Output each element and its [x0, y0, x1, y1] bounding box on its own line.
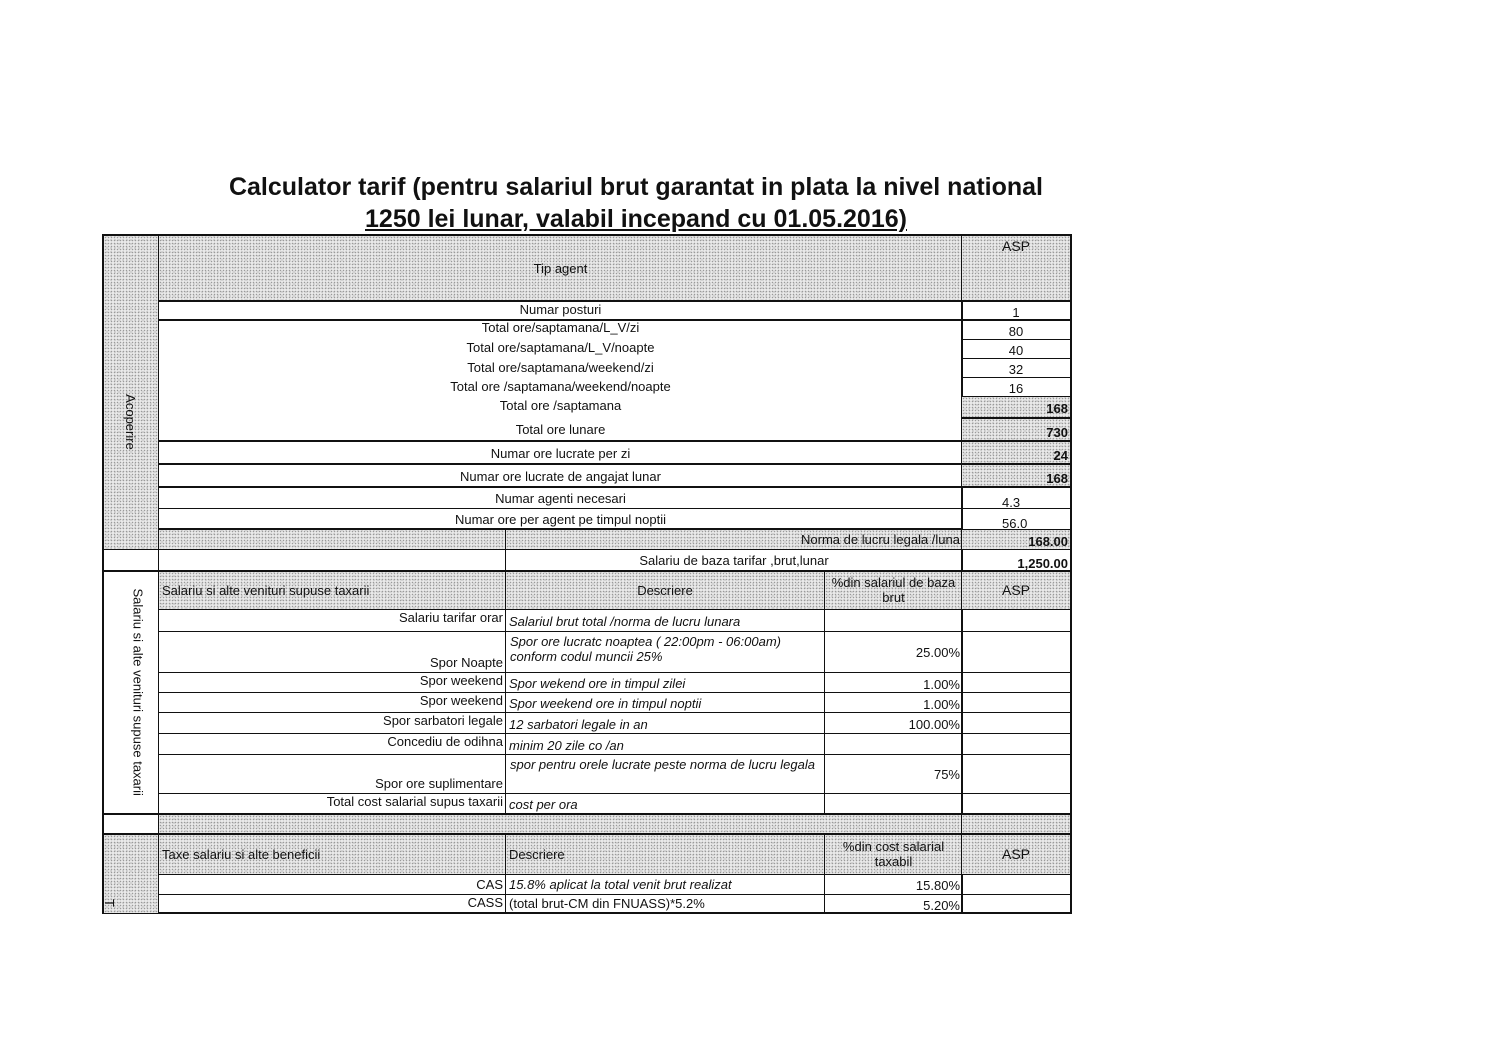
salariu-baza-blank-cell	[158, 549, 506, 571]
row-label-total-ore-saptamana: Total ore /saptamana	[158, 398, 963, 418]
tip-agent-label: Tip agent	[533, 260, 588, 276]
salariu-baza-label: Salariu de baza tarifar ,brut,lunar	[505, 549, 963, 571]
salary-desc-tarifar-orar: Salariul brut total /norma de lucru lunara	[505, 609, 825, 632]
row-value-ore-per-zi: 24	[961, 441, 1072, 465]
row-label-numar-posturi: Numar posturi	[158, 301, 963, 321]
row-label-ore-angajat-lunar: Numar ore lucrate de angajat lunar	[158, 464, 963, 488]
tax-pct-cas: 15.80%	[824, 874, 963, 895]
salary-pct-ore-suplimentare: 75%	[824, 754, 963, 794]
salary-label-sarbatori: Spor sarbatori legale	[158, 712, 506, 734]
salary-label-tarifar-orar: Salariu tarifar orar	[158, 609, 506, 632]
salary-asp-ore-suplimentare	[961, 754, 1072, 794]
salary-label-ore-suplimentare: Spor ore suplimentare	[158, 754, 506, 794]
salary-pct-tarifar-orar	[824, 609, 963, 632]
salariu-baza-value: 1,250.00	[961, 549, 1072, 571]
salary-asp-spor-noapte	[961, 631, 1072, 673]
salary-desc-sarbatori: 12 sarbatori legale in an	[505, 712, 825, 734]
tariff-calculator-sheet	[102, 234, 1072, 914]
title-line-2: 1250 lei lunar, valabil incepand cu 01.05.2016)	[365, 205, 907, 233]
tax-label-cass: CASS	[158, 894, 506, 914]
salariu-baza-side-blank	[102, 549, 159, 571]
row-value-ore-lv-noapte: 40	[961, 339, 1072, 359]
row-value-agenti-necesari: 4.3	[961, 487, 1072, 509]
row-value-numar-posturi: 1	[961, 301, 1072, 321]
side-label-salariu: Salariu si alte venituri supuse taxarii	[130, 588, 146, 796]
spacer-grey-asp-cell	[961, 814, 1072, 834]
norma-value: 168.00	[961, 529, 1072, 550]
salary-asp-spor-weekend-zi	[961, 672, 1072, 693]
salary-asp-total-cost	[961, 793, 1072, 815]
row-label-total-ore-lunare: Total ore lunare	[158, 418, 963, 442]
salary-desc-spor-weekend-zi: Spor wekend ore in timpul zilei	[505, 672, 825, 693]
salary-header-col4: ASP	[961, 570, 1072, 610]
salary-pct-spor-noapte: 25.00%	[824, 631, 963, 673]
tax-header-col3: %din cost salarial taxabil	[824, 833, 963, 875]
row-value-total-ore-lunare: 730	[961, 418, 1072, 442]
side-label-taxe: T	[102, 899, 117, 907]
tax-header-col4: ASP	[961, 833, 1072, 875]
row-label-ore-lv-zi: Total ore/saptamana/L_V/zi	[158, 320, 963, 340]
spacer-grey-cell	[158, 814, 963, 834]
norma-label: Norma de lucru legala /luna	[505, 529, 963, 550]
salary-label-concediu: Concediu de odihna	[158, 733, 506, 755]
salary-label-spor-weekend-noapte: Spor weekend	[158, 692, 506, 713]
salary-desc-spor-noapte: Spor ore lucratc noaptea ( 22:00pm - 06:00am) conform codul muncii 25%	[505, 631, 825, 673]
salary-header-col3: %din salariul de baza brut	[824, 570, 963, 610]
row-label-ore-weekend-zi: Total ore/saptamana/weekend/zi	[158, 360, 963, 380]
row-value-ore-angajat-lunar: 168	[961, 464, 1072, 488]
tax-desc-cass: (total brut-CM din FNUASS)*5.2%	[505, 894, 825, 914]
row-label-ore-per-zi: Numar ore lucrate per zi	[158, 441, 963, 465]
salary-header-col1: Salariu si alte venituri supuse taxarii	[158, 570, 506, 610]
row-value-ore-weekend-zi: 32	[961, 358, 1072, 378]
salary-asp-sarbatori	[961, 712, 1072, 734]
salary-label-total-cost: Total cost salarial supus taxarii	[158, 793, 506, 815]
row-label-ore-weekend-noapte: Total ore /saptamana/weekend/noapte	[158, 379, 963, 399]
spacer-side-cell	[102, 814, 159, 834]
salary-pct-concediu	[824, 733, 963, 755]
row-value-total-ore-saptamana: 168	[961, 396, 1072, 418]
row-label-ore-lv-noapte: Total ore/saptamana/L_V/noapte	[158, 340, 963, 360]
salary-asp-tarifar-orar	[961, 609, 1072, 632]
salary-label-spor-noapte: Spor Noapte	[158, 631, 506, 673]
tax-pct-cass: 5.20%	[824, 894, 963, 914]
salary-pct-spor-weekend-noapte: 1.00%	[824, 692, 963, 713]
tax-asp-cass	[961, 894, 1072, 914]
norma-blank-cell	[158, 529, 506, 550]
tax-asp-cas	[961, 874, 1072, 895]
salary-desc-total-cost: cost per ora	[505, 793, 825, 815]
asp-header	[961, 234, 1072, 302]
salary-desc-concediu: minim 20 zile co /an	[505, 733, 825, 755]
side-label-acoperire: Acoperire	[123, 394, 138, 450]
asp-header-label: ASP	[1001, 238, 1030, 254]
tax-header-col2: Descriere	[505, 833, 825, 875]
salary-pct-spor-weekend-zi: 1.00%	[824, 672, 963, 693]
tax-header-col1: Taxe salariu si alte beneficii	[158, 833, 506, 875]
salary-asp-concediu	[961, 733, 1072, 755]
tip-agent-header	[158, 234, 963, 302]
salary-pct-total-cost	[824, 793, 963, 815]
row-value-ore-lv-zi: 80	[961, 320, 1072, 340]
document-title	[100, 171, 1172, 235]
salary-desc-ore-suplimentare: spor pentru orele lucrate peste norma de lucru legala	[505, 754, 825, 794]
row-label-ore-agent-noapte: Numar ore per agent pe timpul noptii	[158, 508, 963, 530]
salary-pct-sarbatori: 100.00%	[824, 712, 963, 734]
row-value-ore-agent-noapte: 56.0	[961, 508, 1072, 530]
tax-desc-cas: 15.8% aplicat la total venit brut realizat	[505, 874, 825, 895]
title-line-1: Calculator tarif (pentru salariul brut garantat in plata la nivel national	[228, 173, 1044, 201]
row-label-agenti-necesari: Numar agenti necesari	[158, 487, 963, 509]
salary-label-spor-weekend-zi: Spor weekend	[158, 672, 506, 693]
tax-label-cas: CAS	[158, 874, 506, 895]
salary-header-col2: Descriere	[505, 570, 825, 610]
row-value-ore-weekend-noapte: 16	[961, 377, 1072, 397]
salary-desc-spor-weekend-noapte: Spor weekend ore in timpul noptii	[505, 692, 825, 713]
salary-asp-spor-weekend-noapte	[961, 692, 1072, 713]
